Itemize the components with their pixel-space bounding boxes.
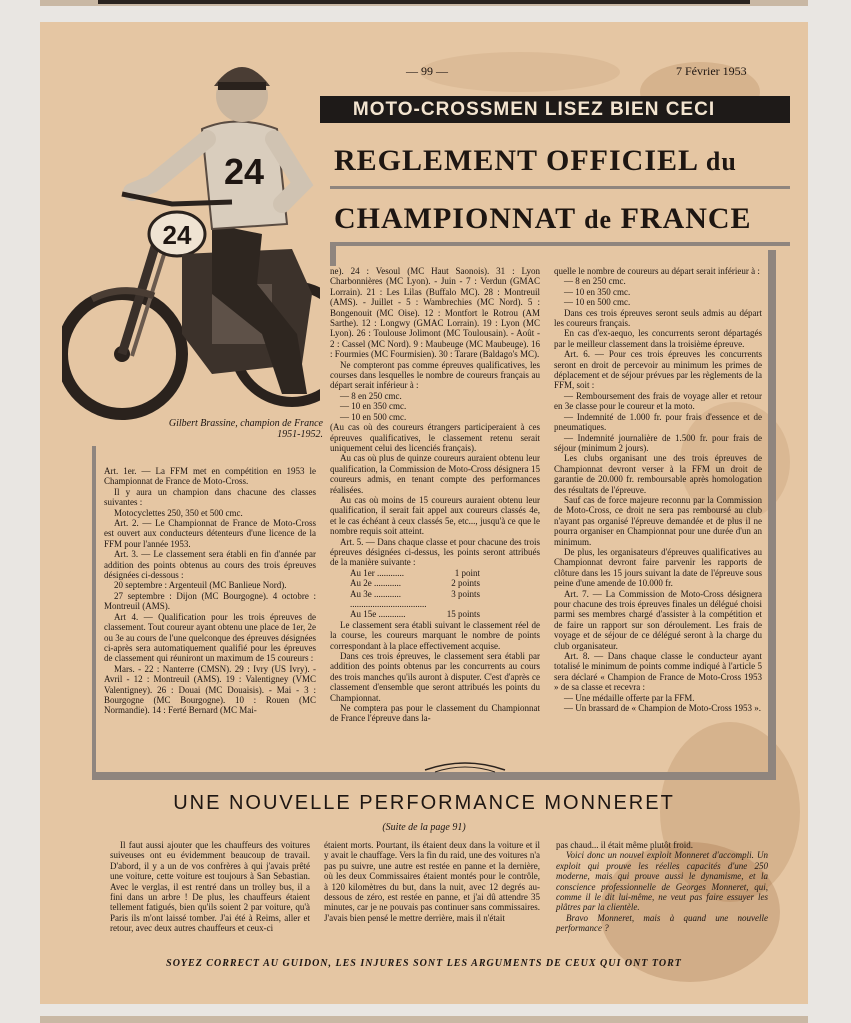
- ornament-divider: [420, 756, 510, 776]
- points-row: ..................................: [350, 599, 427, 609]
- points-row: Au 1er ............ 1 point: [350, 567, 480, 578]
- continued-note: (Suite de la page 91): [382, 822, 466, 833]
- points-row: Au 2e ............ 2 points: [350, 578, 480, 589]
- footer-slogan: SOYEZ CORRECT AU GUIDON, LES INJURES SONT LES ARGUMENTS DE CEUX QUI ONT TORT: [166, 958, 682, 969]
- rules-column-2: ne). 24 : Vesoul (MC Haut Saonois). 31 : Lyon Charbonnières (MC Lyon). - Juin - 7 : Verdun (GMAC Lorrain). 21 : Les Lilas (Buffalo MC). 28 : Montreuil (AMS). - Juillet - 5 : Wambrechies (MC Nord). 5 : Bongenouit (MC Oise). 12 : Montfort le Rotrou (AM Sarthe). 12 : Longwy (GMAC Lorrain). 19 : Lyon (MC Lyon). 26 : Toulouse Jolimont (MC Toulousain). - Août - 2 : Cassel (MC Nord). 9 : Maubeuge (MC Maubeuge). 16 : Fourmies (MC Fourmisien). 30 : Tarare (Baldago's MC). Ne compteront pas comme épreuves qualificatives, les courses dans lesquelles le nombre de coureurs français au départ serait inférieur à : — 8 en 250 cmc. — 10 en 350 cmc. — 10 en 500 cmc. (Au cas où des coureurs étrangers participeraient à ces épreuves qualificatives, le classement retenu serait uniquement celui des licenciés français). Au cas où plus de quinze coureurs auraient obtenu leur qualification, la Commission de Moto-Cross désignera 15 coureurs admis, en tenant compte des performances réalisées. Au cas où moins de 15 coureurs auraient obtenu leur qualification, il serait fait appel aux coureurs classés 4e, et le cas échéant à ceux classés 5e, etc..., jusqu'à ce que le nombre requis soit atteint. Art. 5. — Dans chaque classe et pour chacune des trois épreuves désignées ci-dessus, les points seront attribués de la manière suivante : Au 1er ............ 1 point Au 2e ............ 2 points Au 3e ............ 3 points .................................. Au 15e ............ 15 points Le classement sera établi suivant le classement réel de la course, les coureurs marquant le nombre de points correspondant à la place effectivement acquise. Dans ces trois épreuves, le classement sera établi par addition des points obtenus par les concurrents au cours des trois manches qu'ils auront à disputer. C'est d'après ce classement d'ensemble que seront attribués les points du Championnat. Ne comptera pas pour le classement du Championnat de France l'épreuve dans la-: [330, 266, 540, 724]
- points-row: Au 3e ............ 3 points: [350, 588, 480, 599]
- box-top-join: [330, 244, 336, 266]
- header-page-number: — 99 —: [406, 64, 448, 78]
- banner-headline: MOTO-CROSSMEN LISEZ BIEN CECI: [278, 96, 790, 123]
- title-rule: [330, 186, 790, 189]
- title-line-1: REGLEMENT OFFICIEL du: [334, 144, 737, 177]
- monneret-column-3: pas chaud... il était même plutôt froid. Voici donc un nouvel exploit Monneret d'accompli. Un exploit qui prouve les réelles capacités d'une 250 moderne, mais qui prouve aussi le dynamisme, et la conscience professionnelle de Georges Monneret, qui, comme il le dit lui-même, ne veut pas faire essuyer les plâtres par la clientèle. Bravo Monneret, mais à quand une nouvelle performance ?: [556, 840, 768, 934]
- previous-page-strip: [40, 0, 808, 6]
- title-rule-2: [330, 242, 790, 246]
- article-title: UNE NOUVELLE PERFORMANCE MONNERET: [173, 792, 675, 814]
- rules-column-3: quelle le nombre de coureurs au départ serait inférieur à : — 8 en 250 cmc. — 10 en 350 cmc. — 10 en 500 cmc. Dans ces trois épreuves seront seuls admis au départ les coureurs français. En cas d'ex-aequo, les concurrents seront départagés par le meilleur classement dans la troisième épreuve. Art. 6. — Pour ces trois épreuves les concurrents seront en droit de percevoir au minimum les primes de déplacement et de séjour prévues par les règlements de la FFM, soit : — Remboursement des frais de voyage aller et retour en 3e classe pour le coureur et la moto. — Indemnité de 1.000 fr. pour frais d'essence et de pneumatiques. — Indemnité journalière de 1.500 fr. pour frais de séjour (minimum 2 jours). Les clubs organisant une des trois épreuves de Championnat devront verser à la FFM un droit de garantie de 20.000 fr. remboursable après homologation des résultats de l'épreuve. Sauf cas de force majeure reconnu par la Commission de Moto-Cross, ce droit ne sera pas remboursé au club n'ayant pas organisé l'épreuve demandée et de plus il ne pourra organiser en Championnat pour une durée d'un an minimum. De plus, les organisateurs d'épreuves qualificatives au Championnat devront faire parvenir les rapports de clôture dans les 15 jours suivant la date de l'épreuve sous peine d'une amende de 10.000 fr. Art. 7. — La Commission de Moto-Cross désignera pour chacune des trois épreuves finales un délégué choisi parmi ses membres chargé d'assister à la compétition et de faire un rapport sur son déroulement. Les frais de voyage et de séjour de ce délégué seront à la charge du club organisateur. Art. 8. — Dans chaque classe le conducteur ayant totalisé le minimum de points comme indiqué à l'article 5 sera déclaré « Champion de France de Moto-Cross 1953 » de sa classe et recevra : — Une médaille offerte par la FFM. — Un brassard de « Champion de Moto-Cross 1953 ».: [554, 266, 762, 714]
- header-date: 7 Février 1953: [676, 64, 747, 78]
- magazine-page: [40, 22, 808, 1004]
- box-left-border: [92, 446, 96, 776]
- next-page-strip: [40, 1016, 808, 1023]
- plate-number: 24: [162, 220, 192, 250]
- title-line-2: CHAMPIONNAT de FRANCE: [334, 202, 752, 235]
- points-row: Au 15e ............ 15 points: [350, 609, 480, 620]
- box-right-border: [768, 250, 776, 776]
- monneret-column-2: étaient morts. Pourtant, ils étaient deux dans la voiture et il y avait le chauffage. Vers la fin du raid, une des voitures n'a pas pu suivre, une autre est restée en panne et la dernière, où les deux Commissaires étaient montés pour le contrôle, à 120 kilomètres du but, dans la nuit, avec 12 degrés au-dessous de zéro, est restée en panne, et j'ai dû attendre 35 minutes, car je ne pouvais pas continuer sans commissaires. J'avais bien pensé le mettre derrière, mais il n'était: [324, 840, 540, 923]
- rules-column-1: Art. 1er. — La FFM met en compétition en 1953 le Championnat de France de Moto-Cross. Il y aura un champion dans chacune des classes suivantes : Motocyclettes 250, 350 et 500 cmc. Art. 2. — Le Championnat de France de Moto-Cross est ouvert aux conducteurs détenteurs d'une licence de la FFM pour l'année 1953. Art. 3. — Le classement sera établi en fin d'année par addition des points obtenus au cours des trois épreuves désignées ci-dessous : 20 septembre : Argenteuil (MC Banlieue Nord). 27 septembre : Dijon (MC Bourgogne). 4 octobre : Montreuil (AMS). Art 4. — Qualification pour les trois épreuves de classement. Tout coureur ayant obtenu une place de 1er, 2e ou 3e au cours de l'une quelconque des épreuves désignées ci-après sera automatiquement qualifié pour les épreuves de classement qui réuniront un maximum de 15 coureurs : Mars. - 22 : Nanterre (CMSN). 29 : Ivry (US Ivry). - Avril - 12 : Montreuil (AMS). 19 : Valentigney (VMC Valentigney). 26 : Douai (MC Douaisis). - Mai - 3 : Bourgogne (MC Bourgogne). 10 : Rouen (MC Normandie). 14 : Ferté Bernard (MC Mai-: [104, 466, 317, 716]
- svg-text:24: 24: [223, 151, 265, 192]
- rider-photo: [62, 34, 320, 420]
- monneret-column-1: Il faut aussi ajouter que les chauffeurs des voitures suiveuses ont eu évidemment beaucoup de travail. D'abord, il y a un de vos confrères à qui j'avais prêté une voiture, cette voiture est toujours à San Sebastian. Avec le verglas, il est rentré dans un trolley bus, il a fini dans un arbre ! De plus, les chauffeurs étaient tellement fatigués, bien qu'ils soient 2 par voiture, qu'à Paris ils m'ont laissé tomber. J'ai été à Reims, aller et retour, avec deux autres chauffeurs et ceux-ci: [110, 840, 310, 934]
- photo-caption: Gilbert Brassine, champion de France 1951-1952.: [168, 418, 323, 440]
